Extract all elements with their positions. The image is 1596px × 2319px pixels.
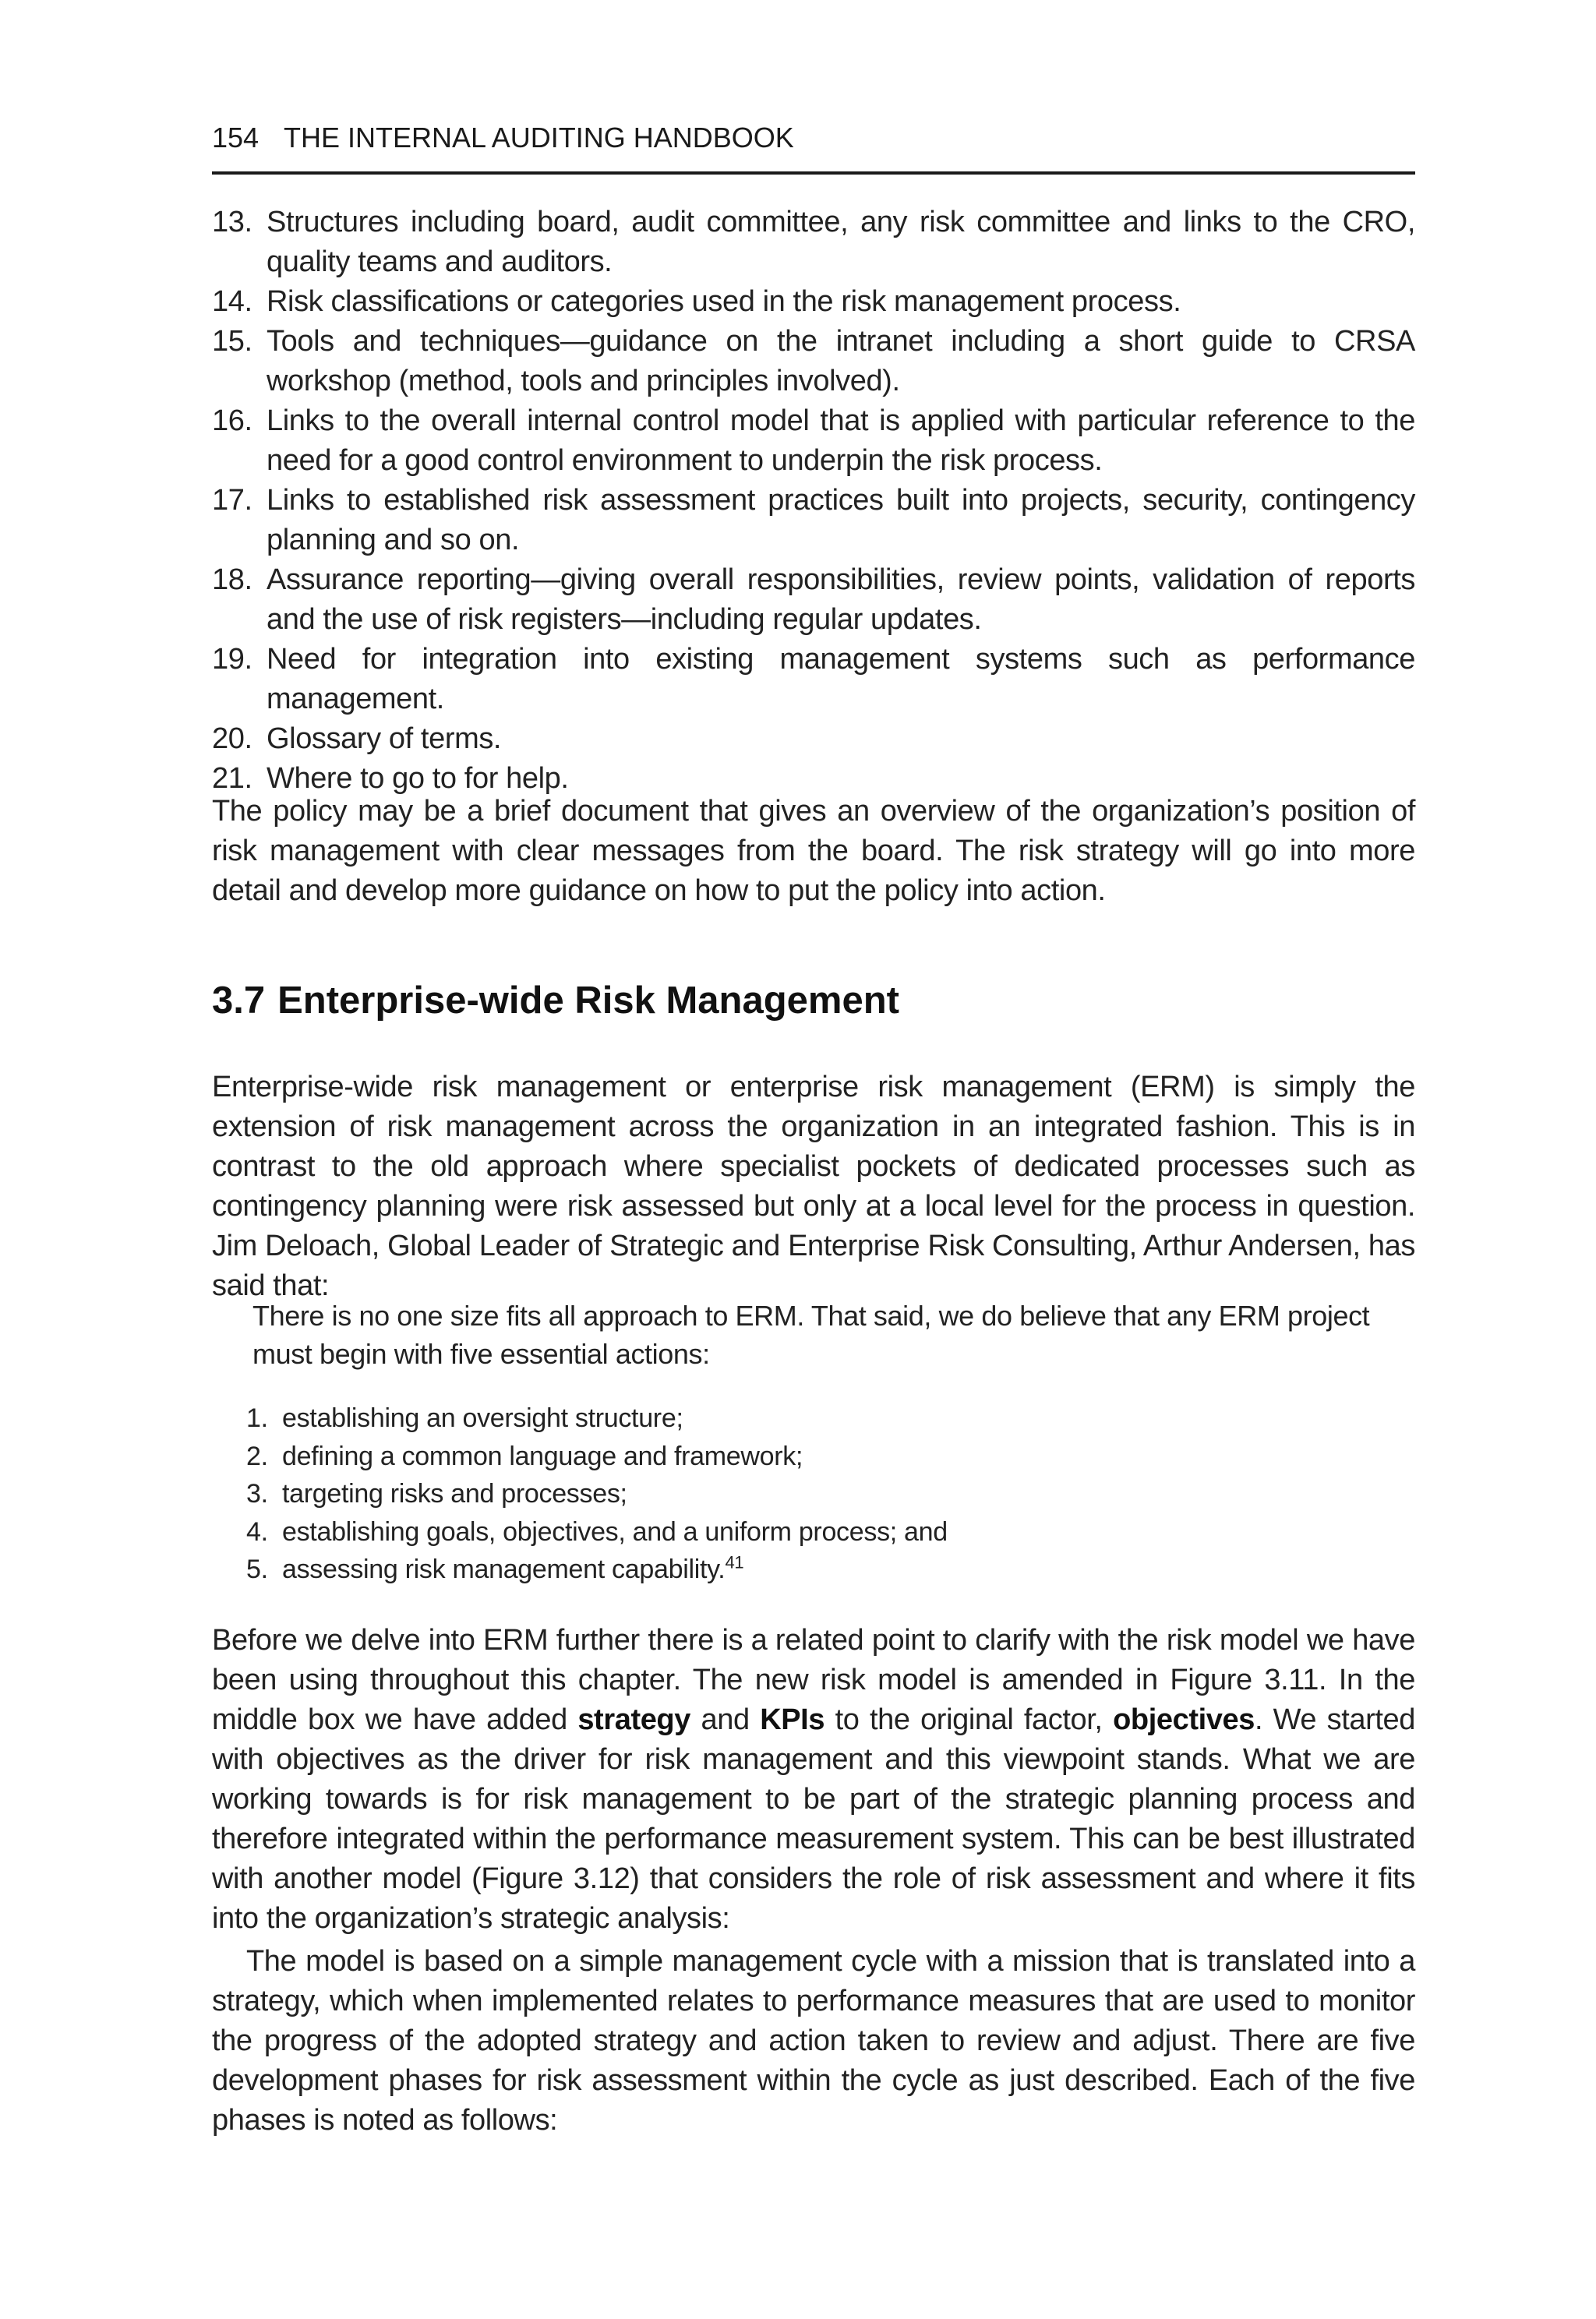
bold-term-kpis: KPIs — [760, 1703, 825, 1736]
list-item-text: Structures including board, audit committee, any risk committee and links to the CRO, quality teams and auditors. — [267, 206, 1415, 278]
erm-paragraph: Enterprise-wide risk management or enterprise risk management (ERM) is simply the extension of risk management across the organization in an integrated fashion. This is in contrast to the old approach where specialist pockets of dedicated processes such as contingency planning were risk assessed but only at a local level for the process in question. Jim Deloach, Global Leader of Strategic and Enterprise Risk Consulting, Arthur Andersen, has said that: — [212, 1071, 1415, 1302]
list-item — [212, 322, 1415, 401]
bold-term-objectives: objectives — [1113, 1703, 1255, 1736]
list-item-number: 17. — [212, 484, 252, 517]
list-item-text: Need for integration into existing management systems such as performance management. — [267, 643, 1415, 715]
list-item-number: 20. — [212, 722, 252, 755]
management-cycle-paragraph: The model is based on a simple management cycle with a mission that is translated into a strategy, which when implemented relates to performance measures that are used to monitor the progress of the adopted strategy and action taken to review and adjust. There are five development phases for risk assessment within the cycle as just described. Each of the five phases is noted as follows: — [212, 1945, 1415, 2137]
section-heading — [212, 979, 899, 1022]
risk-model-paragraph: Before we delve into ERM further there is a related point to clarify with the risk model we have been using throughout this chapter. The new risk model is amended in Figure 3.11. In the middle box we have added strategy and KPIs to the original factor, objectives. We started with objectives as the driver for risk management and this viewpoint stands. What we are working towards is for risk management to be part of the strategic planning process and therefore integrated within the performance measurement system. This can be best illustrated with another model (Figure 3.12) that considers the role of risk assessment and where it fits into the organization’s strategic analysis: — [212, 1624, 1415, 1935]
list-item-number: 3. — [246, 1479, 268, 1509]
list-item — [246, 1400, 948, 1438]
list-item-number: 15. — [212, 325, 252, 358]
list-item — [246, 1438, 948, 1476]
page-number: 154 — [212, 122, 260, 154]
block-quote-intro: There is no one size fits all approach to ERM. That said, we do believe that any ERM project must begin with five essential actions: — [252, 1300, 1370, 1370]
list-item-number: 5. — [246, 1555, 268, 1584]
list-item-text: Glossary of terms. — [267, 722, 502, 755]
list-item — [246, 1551, 948, 1589]
bold-term-strategy: strategy — [577, 1703, 690, 1736]
list-item-text: Risk classifications or categories used in the risk management process. — [267, 285, 1181, 318]
list-item — [246, 1475, 948, 1513]
list-item-number: 2. — [246, 1441, 268, 1471]
list-item — [212, 719, 1415, 759]
list-item-number: 19. — [212, 643, 252, 676]
list-item — [212, 560, 1415, 640]
list-item-number: 14. — [212, 285, 252, 318]
list-item-number: 16. — [212, 404, 252, 437]
book-title: THE INTERNAL AUDITING HANDBOOK — [284, 122, 794, 154]
list-item — [212, 401, 1415, 481]
list-item-text: Tools and techniques—guidance on the intranet including a short guide to CRSA workshop (method, tools and principles involved). — [267, 325, 1415, 397]
quote-actions-list — [246, 1400, 948, 1589]
section-number: 3.7 — [212, 979, 266, 1022]
policy-contents-list — [212, 203, 1415, 799]
list-item-number: 21. — [212, 762, 252, 795]
list-item — [212, 203, 1415, 282]
list-item — [212, 640, 1415, 719]
section-title: Enterprise-wide Risk Management — [277, 979, 899, 1022]
policy-paragraph: The policy may be a brief document that gives an overview of the organization’s position of risk management with clear messages from the board. The risk strategy will go into more detail and develop more guidance on how to put the policy into action. — [212, 795, 1415, 907]
list-item-number: 1. — [246, 1403, 268, 1433]
list-item-text: Links to established risk assessment practices built into projects, security, contingency planning and so on. — [267, 484, 1415, 556]
list-item-text: Assurance reporting—giving overall responsibilities, review points, validation of reports and the use of risk registers—including regular updates. — [267, 563, 1415, 636]
list-item-number: 18. — [212, 563, 252, 596]
list-item-text: establishing an oversight structure; — [282, 1403, 683, 1433]
running-header — [212, 118, 1415, 175]
list-item-text: Where to go to for help. — [267, 762, 569, 795]
list-item — [212, 481, 1415, 560]
list-item-text: targeting risks and processes; — [282, 1479, 627, 1509]
list-item-number: 4. — [246, 1516, 268, 1547]
list-item-number: 13. — [212, 206, 252, 238]
footnote-reference: 41 — [725, 1552, 744, 1572]
list-item-text: Links to the overall internal control model that is applied with particular reference to the need for a good control environment to underpin the risk process. — [267, 404, 1415, 477]
list-item-text: establishing goals, objectives, and a uniform process; and — [282, 1516, 948, 1547]
list-item — [246, 1513, 948, 1551]
list-item — [212, 282, 1415, 322]
list-item-text: assessing risk management capability. — [282, 1555, 726, 1584]
list-item-text: defining a common language and framework; — [282, 1441, 803, 1471]
